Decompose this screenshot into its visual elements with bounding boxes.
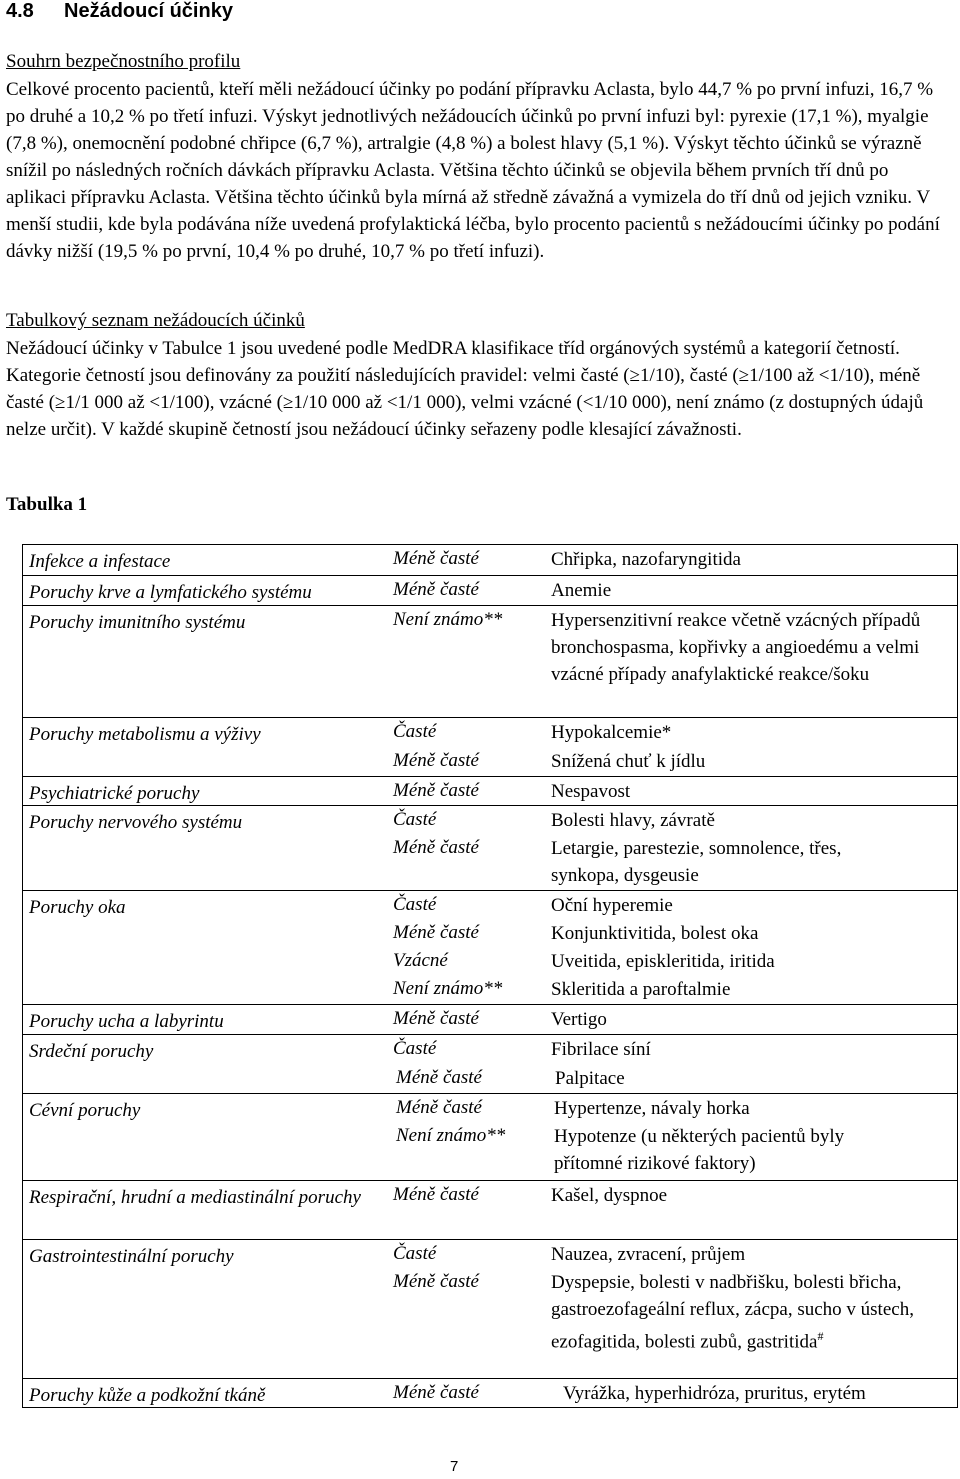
summary-text: Celkové procento pacientů, kteří měli nežádoucí účinky po podání přípravku Aclasta, bylo 44,7 % po první infuzi, 16,7 % po druhé a 10,2 % po třetí infuzi. Výskyt jednotlivých nežádoucích účinků po první infuzi byl: pyrexie (17,1 %), myalgie (7,8 %), onemocnění podobné chřipce (6,7 %), artralgie (4,8 %) a bolest hlavy (5,1 %). Výskyt těchto účinků se výrazně snížil po následných ročních dávkách přípravku Aclasta. Většina těchto účinků se objevila během prvních tří dnů po aplikaci přípravku Aclasta. Většina těchto účinků byla mírná až středně závažná a vymizela do tří dnů od jejich vzniku. V menší studii, kde byla podávána níže uvedená profylaktická léčba, bylo procento pacientů s nežádoucími účinky po podání dávky nižší (19,5 % po první, 10,4 % po druhé, 10,7 % po třetí infuzi).: [6, 79, 940, 262]
list-title: Tabulkový seznam nežádoucích účinků: [6, 310, 305, 331]
frequency: Méně časté: [396, 1067, 482, 1088]
effect: Vyrážka, hyperhidróza, pruritus, erytém: [563, 1383, 866, 1404]
frequency: Méně časté: [393, 579, 479, 600]
table-row: [23, 545, 957, 576]
table-row: [23, 576, 957, 606]
organ-system: Respirační, hrudní a mediastinální poruchy: [29, 1187, 361, 1208]
table-row: [23, 606, 957, 718]
table-label: Tabulka 1: [6, 494, 88, 515]
organ-system: Poruchy imunitního systému: [29, 612, 246, 633]
effect: Skleritida a paroftalmie: [551, 979, 731, 1000]
organ-system: Poruchy metabolismu a výživy: [29, 724, 261, 745]
effect: Hypertenze, návaly horka: [554, 1098, 750, 1119]
frequency: Méně časté: [393, 837, 479, 858]
organ-system: Poruchy kůže a podkožní tkáně: [29, 1385, 266, 1406]
hash-footnote-mark: #: [817, 1329, 824, 1343]
organ-system: Cévní poruchy: [29, 1100, 141, 1121]
adverse-effects-table: [22, 544, 958, 1408]
frequency: Méně časté: [396, 1097, 482, 1118]
section-number: 4.8: [6, 0, 34, 22]
table-row: [23, 1379, 957, 1408]
frequency: Není známo**: [393, 978, 503, 999]
table-row: [23, 1181, 957, 1240]
organ-system: Srdeční poruchy: [29, 1041, 154, 1062]
table-row: [23, 1094, 957, 1181]
frequency: Méně časté: [393, 1008, 479, 1029]
list-text: Nežádoucí účinky v Tabulce 1 jsou uvedené podle MedDRA klasifikace tříd orgánových systémů a kategorií četností. Kategorie četností jsou definovány za použití následujících pravidel: velmi časté (≥1/10), časté (≥1/100 až <1/10), méně časté (≥1/1 000 až <1/100), vzácné (≥1/10 000 až <1/1 000), velmi vzácné (<1/10 000), není známo (z dostupných údajů nelze určit). V každé skupině četností jsou nežádoucí účinky seřazeny podle klesající závažnosti.: [6, 338, 924, 440]
effect: Hypersenzitivní reakce včetně vzácných případů bronchospasma, kopřivky a angioedému a velmi vzácné případy anafylaktické reakce/šoku: [551, 610, 921, 685]
effect: Fibrilace síní: [551, 1039, 651, 1060]
organ-system: Gastrointestinální poruchy: [29, 1246, 234, 1267]
frequency: Časté: [393, 1243, 437, 1264]
summary-paragraph: [6, 76, 946, 265]
effect: Letargie, parestezie, somnolence, třes, synkopa, dysgeusie: [551, 838, 842, 886]
section-heading: [6, 0, 233, 23]
frequency: Méně časté: [393, 750, 479, 771]
frequency: Méně časté: [393, 1271, 479, 1292]
organ-system: Poruchy nervového systému: [29, 812, 243, 833]
summary-title: Souhrn bezpečnostního profilu: [6, 51, 241, 72]
frequency: Méně časté: [393, 922, 479, 943]
table-row: [23, 1005, 957, 1035]
table-row: [23, 891, 957, 1005]
table-row: [23, 1240, 957, 1379]
effect: Hypokalcemie*: [551, 722, 672, 743]
effect: Chřipka, nazofaryngitida: [551, 549, 741, 570]
effect: Vertigo: [551, 1009, 607, 1030]
frequency: Méně časté: [393, 780, 479, 801]
effect: Konjunktivitida, bolest oka: [551, 923, 759, 944]
frequency: Časté: [393, 1038, 437, 1059]
effect: Anemie: [551, 580, 612, 601]
frequency: Časté: [393, 721, 437, 742]
effect: Oční hyperemie: [551, 895, 673, 916]
frequency: Méně časté: [393, 1184, 479, 1205]
frequency: Není známo**: [396, 1125, 506, 1146]
effect: Snížená chuť k jídlu: [551, 751, 706, 772]
frequency: Časté: [393, 894, 437, 915]
frequency: Časté: [393, 809, 437, 830]
effect: [551, 1269, 916, 1355]
effect: Nespavost: [551, 781, 631, 802]
list-paragraph: [6, 335, 946, 443]
effect: Bolesti hlavy, závratě: [551, 810, 715, 831]
table-row: [23, 1035, 957, 1094]
frequency: Méně časté: [393, 548, 479, 569]
page-number: 7: [450, 1458, 459, 1475]
table-row: [23, 806, 957, 891]
section-title: Nežádoucí účinky: [64, 0, 233, 22]
organ-system: Poruchy krve a lymfatického systému: [29, 582, 312, 603]
organ-system: Poruchy oka: [29, 897, 126, 918]
frequency: Méně časté: [393, 1382, 479, 1403]
table-row: [23, 718, 957, 777]
organ-system: Poruchy ucha a labyrintu: [29, 1011, 224, 1032]
effect: Nauzea, zvracení, průjem: [551, 1244, 746, 1265]
effect: Hypotenze (u některých pacientů byly přítomné rizikové faktory): [554, 1126, 845, 1174]
organ-system: Infekce a infestace: [29, 551, 171, 572]
table-row: [23, 777, 957, 806]
effect-text: Dyspepsie, bolesti v nadbřišku, bolesti břicha, gastroezofageální reflux, zácpa, sucho v ústech, ezofagitida, bolesti zubů, gastritida: [551, 1272, 914, 1353]
frequency: Není známo**: [393, 609, 503, 630]
effect: Uveitida, episkleritida, iritida: [551, 951, 775, 972]
frequency: Vzácné: [393, 950, 448, 971]
organ-system: Psychiatrické poruchy: [29, 783, 200, 804]
effect: Kašel, dyspnoe: [551, 1185, 668, 1206]
effect: Palpitace: [555, 1068, 625, 1089]
